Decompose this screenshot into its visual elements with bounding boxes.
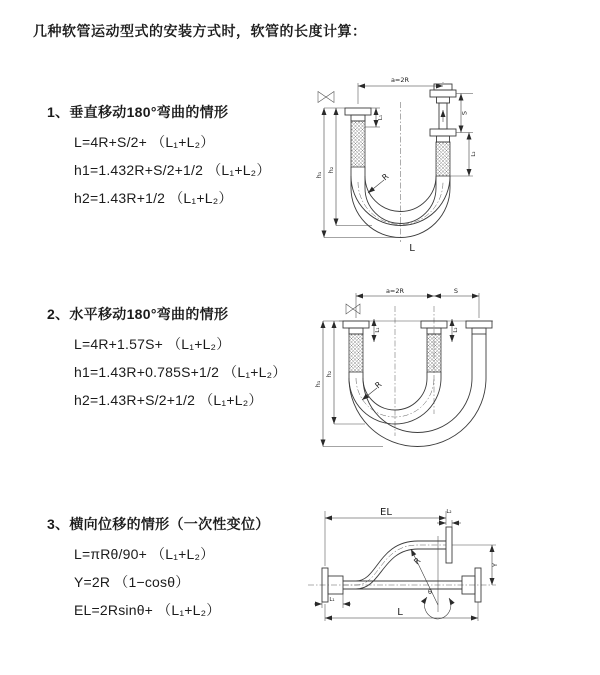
radius-callout [368,172,391,193]
dimension-a2r [356,287,479,318]
diagram-lateral-displacement [300,500,510,660]
label-h2: h₂ [325,370,333,378]
dimension-l1 [314,594,351,608]
formula-line: L=4R+S/2+ （L₁+L₂） [74,134,215,150]
right-pipe [430,84,456,188]
label-s: S [460,110,469,116]
label-h1: h₁ [314,380,322,388]
label-h1: h₁ [315,171,323,179]
page-title: 几种软管运动型式的安装方式时，软管的长度计算： [33,23,367,39]
formula-line: h1=1.432R+S/2+1/2 （L₁+L₂） [74,162,271,178]
valve-icon [318,92,334,103]
section-lateral-displacement [47,514,270,624]
formula-line: L=4R+1.57S+ （L₁+L₂） [74,336,231,352]
centerline [358,102,443,242]
section-3-heading: 3、横向位移的情形（一次性变位） [47,516,270,532]
hose-curves [349,378,486,447]
section-1-heading: 1、垂直移动180°弯曲的情形 [47,104,229,120]
label-l2: L₂ [471,151,477,157]
label-a2r: a=2R [390,76,410,84]
dimension-l2 [452,319,459,342]
left-pipe [343,321,369,378]
angle-theta [411,536,451,619]
label-theta: θ [428,588,432,596]
dimension-l2 [450,133,477,177]
formula-line: h2=1.43R+S/2+1/2 （L₁+L₂） [74,392,263,408]
label-y: Y [491,563,499,567]
section-horizontal-movement [47,304,287,414]
section-vertical-movement [47,102,271,212]
label-l: L [409,243,415,254]
label-a2r: a=2R [385,287,405,295]
formula-line: h1=1.43R+0.785S+1/2 （L₁+L₂） [74,364,287,380]
diagram-horizontal-180-bend [313,286,505,456]
formula-line: h2=1.43R+1/2 （L₁+L₂） [74,190,233,206]
valve-icon [346,304,360,314]
left-pipe [345,108,371,188]
dimension-l1 [365,108,384,127]
formula-line: L=πRθ/90+ （L₁+L₂） [74,546,215,562]
dimension-s [434,287,479,296]
formula-line: Y=2R （1−cosθ） [74,574,190,590]
formula-line: EL=2Rsinθ+ （L₁+L₂） [74,602,221,618]
label-r: R [373,379,384,391]
label-l2: L₂ [453,327,459,333]
dimension-l1 [374,319,381,342]
label-s: S [453,287,459,295]
curved-hose [343,527,452,589]
section-2-heading: 2、水平移动180°弯曲的情形 [47,306,229,322]
label-r: R [412,555,423,567]
label-l2: L₂ [446,509,452,515]
dimension-s [456,94,473,133]
label-l: L [397,607,403,618]
right-pipe [466,321,492,378]
label-el: EL [380,507,392,518]
dimension-l [325,602,478,621]
label-l1: L₁ [329,597,335,603]
diagram-vertical-180-bend [310,70,495,258]
label-l1: L₁ [375,327,381,333]
label-h2: h₂ [327,166,335,174]
label-l1: L₁ [378,114,384,121]
label-r: R [380,171,391,183]
dimension-y [452,545,499,585]
dimension-el [325,507,446,566]
